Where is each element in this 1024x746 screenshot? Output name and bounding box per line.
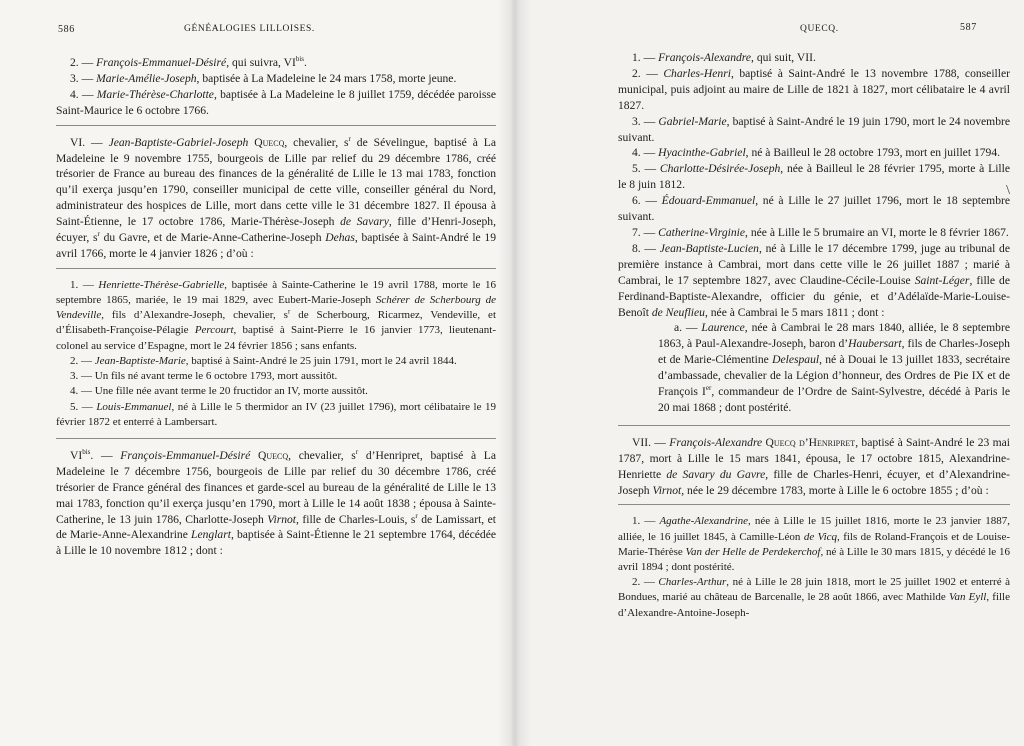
list-item: 4. — Une fille née avant terme le 20 fructidor an IV, morte aussitôt. bbox=[70, 385, 368, 398]
right-text-block bbox=[618, 50, 1010, 621]
list-item: 2. — Charles-Arthur, né à Lille le 28 juin 1818, mort le 25 juillet 1902 et enterré à Bondues, marié au château de Barcenalle, le 28 août 1866, avec Mathilde Van Eyll, fille d’Alexandre-Antoine-Joseph- bbox=[618, 576, 1011, 619]
section-divider bbox=[56, 125, 496, 126]
right-page bbox=[512, 0, 1024, 746]
left-text-block bbox=[56, 55, 496, 559]
list-item: 3. — Un fils né avant terme le 6 octobre 1793, mort aussitôt. bbox=[70, 370, 338, 383]
section-divider bbox=[618, 425, 1010, 426]
list-item: 4. — Hyacinthe-Gabriel, né à Bailleul le 28 octobre 1793, mort en juillet 1794. bbox=[632, 146, 1001, 160]
margin-mark: \ bbox=[1006, 183, 1010, 198]
list-item: 2. — François-Emmanuel-Désiré, qui suivra, $VI^{bis}$. bbox=[70, 55, 307, 69]
list-item: 5. — Charlotte-Désirée-Joseph, née à Bailleul le 28 février 1795, morte à Lille le 8 juin 1812. bbox=[618, 162, 1011, 192]
list-item: 2. — Charles-Henri, baptisé à Saint-André le 13 novembre 1788, conseiller municipal, puis adjoint au maire de Lille de 1821 à 1827, mort célibataire le 4 avril 1827. bbox=[618, 66, 1011, 112]
list-item: 7. — Catherine-Virginie, née à Lille le 5 brumaire an VI, morte le 8 février 1867. bbox=[632, 225, 1009, 239]
book-gutter bbox=[498, 0, 532, 746]
list-item: 1. — François-Alexandre, qui suit, VII. bbox=[632, 51, 816, 64]
page-number-left: 586 bbox=[58, 24, 75, 35]
list-item: 8. — Jean-Baptiste-Lucien, né à Lille le 17 décembre 1799, juge au tribunal de première instance à Cambrai, mort dans cette ville le 26 juillet 1887 ; marié à Cambrai, le 17 septembre 1827, avec Claudine-Cécile-Louise Saint-Léger, fille de Ferdinand-Baptiste-Alexandre, officier du génie, et d’Adélaïde-Marie-Louise-Benoît de Neuflieu, née à Cambrai le 5 mars 1811 ; dont : bbox=[618, 241, 1011, 319]
list-item: 1. — Henriette-Thérèse-Gabrielle, baptisée à Sainte-Catherine le 19 avril 1788, morte le 16 septembre 1865, mariée, le 19 mai 1829, avec Eubert-Marie-Joseph Schérer de Scherbourg de Vendeville, fils d’Alexandre-Joseph, chevalier, $s^r$ de Scherbourg, Ricarmez, Vendeville, et d’Élisabeth-Françoise-Pélagie Percourt, baptisé à Saint-Pierre le 16 janvier 1773, lieutenant-colonel au service d’Espagne, mort le 24 février 1856 ; sans enfants. bbox=[56, 278, 497, 352]
list-item: 2. — Jean-Baptiste-Marie, baptisé à Saint-André le 25 juin 1791, mort le 24 avril 1844. bbox=[70, 354, 457, 367]
list-item: 3. — Gabriel-Marie, baptisé à Saint-André le 19 juin 1790, mort le 24 novembre suivant. bbox=[618, 114, 1011, 144]
generation-vii-paragraph: VII. — François-Alexandre Quecq d’Henripret, baptisé à Saint-André le 23 mai 1787, mort à Lille le 15 mars 1841, épousa, le 17 octobre 1815, Alexandrine-Henriette de Savary du Gavre, fille de Charles-Henri, écuyer, et d’Alexandrine-Joseph Virnot, née le 29 décembre 1783, morte à Lille le 6 octobre 1855 ; d’où : bbox=[618, 435, 1011, 497]
page-number-right: 587 bbox=[960, 22, 977, 33]
section-divider bbox=[618, 504, 1010, 505]
list-item: 3. — Marie-Amélie-Joseph, baptisée à La Madeleine le 24 mars 1758, morte jeune. bbox=[70, 71, 457, 85]
sub-list-item: a. — Laurence, née à Cambrai le 28 mars 1840, alliée, le 8 septembre 1863, à Paul-Alexandre-Joseph, baron d’Haubersart, fils de Charles-Joseph et de Marie-Clémentine Delespaul, né à Douai le 13 juillet 1833, secrétaire d’ambassade, chevalier de la Légion d’honneur, des Ordres de Pie IX et de François Ier, commandeur de l’Ordre de Saint-Sylvestre, décédé à Paris le 20 mai 1868 ; dont postérité. bbox=[658, 321, 1010, 414]
running-head-left: GÉNÉALOGIES LILLOISES. bbox=[184, 24, 315, 34]
running-head-right: QUECQ. bbox=[800, 24, 839, 34]
list-item: 1. — Agathe-Alexandrine, née à Lille le 15 juillet 1816, morte le 23 janvier 1887, alliée, le 16 juillet 1845, à Camille-Léon de Vicq, fils de Roland-François et de Louise-Marie-Thérèse Van der Helle de Perdekerchof, né à Lille le 30 mars 1815, y décédé le 16 avril 1894 ; dont postérité. bbox=[618, 515, 1011, 574]
list-item: 6. — Édouard-Emmanuel, né à Lille le 27 juillet 1796, mort le 18 septembre suivant. bbox=[618, 194, 1010, 224]
generation-vibis-paragraph: $VI^{bis}$. — François-Emmanuel-Désiré Quecq, chevalier, $s^r$ d’Henripret, baptisé à La Madeleine le 7 décembre 1756, bourgeois de Lille par relief du 30 décembre 1786, créé trésorier de France général des finances et garde-scel au bureau de la généralité de Lille le 13 mai 1783, fonction qu’il exerça jusqu’en 1790, mort à Lille le 14 août 1838 ; épousa à Sainte-Catherine, le 13 juin 1786, Charlotte-Joseph Virnot, fille de Charles-Louis, $s^r$ de Lamissart, et de Marie-Anne-Alexandrine Lenglart, baptisée à Saint-Étienne le 21 septembre 1764, décédée à Lille le 10 novembre 1812 ; dont : bbox=[56, 448, 496, 558]
generation-vi-paragraph: VI. — Jean-Baptiste-Gabriel-Joseph Quecq, chevalier, $s^r$ de Sévelingue, baptisé à La Madeleine le 9 novembre 1755, bourgeois de Lille par relief du 29 décembre 1786, créé trésorier de France au bureau des finances de la généralité de Lille le 13 mai 1783, fonction qu’il exerça jusqu’en 1790, conseiller municipal de cette ville, conseiller général du Nord, administrateur des hospices de Lille, mort dans cette ville le 31 décembre 1827. Il épousa à Saint-Étienne, le 17 octobre 1786, Marie-Thérèse-Joseph de Savary, fille d’Henri-Joseph, écuyer, $s^r$ du Gavre, et de Marie-Anne-Catherine-Joseph Dehas, baptisée à Saint-André le 19 avril 1766, morte le 4 janvier 1826 ; d’où : bbox=[56, 134, 497, 260]
list-item: 5. — Louis-Emmanuel, né à Lille le 5 thermidor an IV (23 juillet 1796), mort célibataire le 19 février 1872 et enterré à Lambersart. bbox=[56, 400, 496, 428]
list-item: 4. — Marie-Thérèse-Charlotte, baptisée à La Madeleine le 8 juillet 1759, décédée paroisse Saint-Maurice le 6 octobre 1766. bbox=[56, 87, 496, 117]
section-divider bbox=[56, 268, 496, 269]
section-divider bbox=[56, 438, 496, 439]
